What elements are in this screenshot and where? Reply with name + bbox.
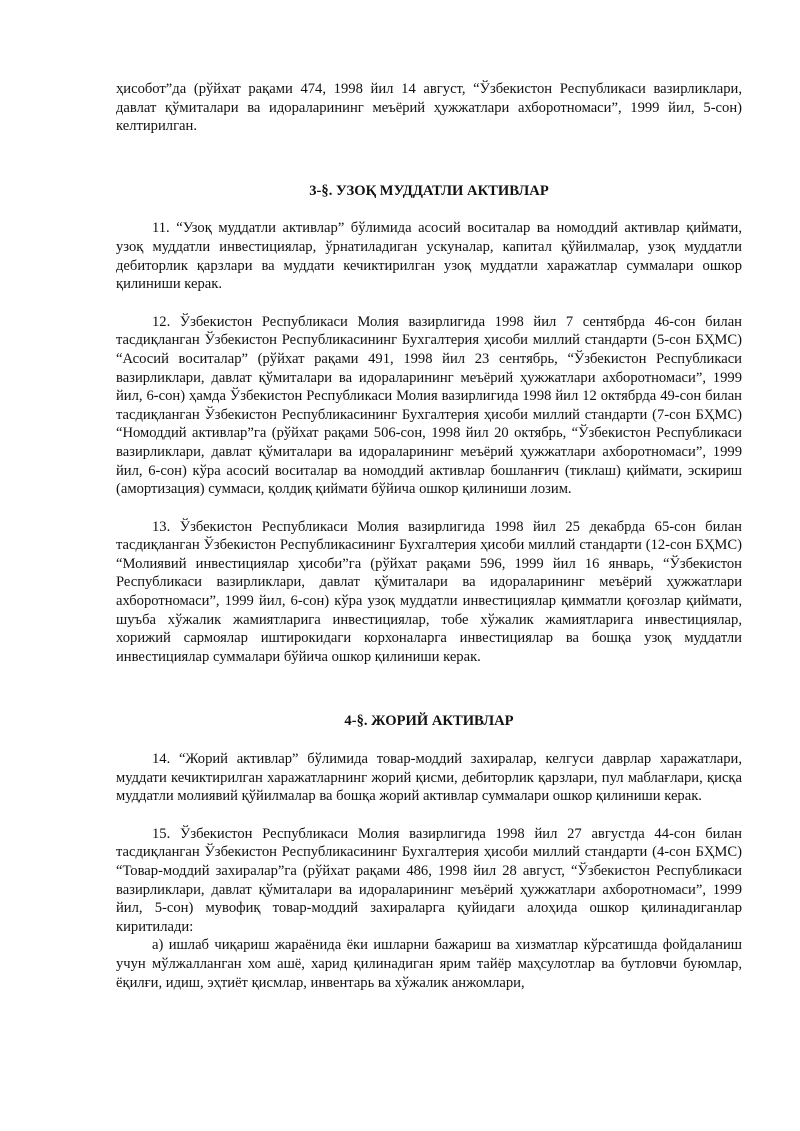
spacer — [116, 499, 742, 518]
spacer — [116, 666, 742, 712]
spacer — [116, 294, 742, 313]
document-page — [116, 80, 742, 992]
paragraph-15: 15. Ўзбекистон Республикаси Молия вазирлигида 1998 йил 27 августда 44-сон билан тасдиқланган Ўзбекистон Республикасининг Бухгалтерия ҳисоби миллий стандарти (4-сон БҲМС) “Товар-моддий захиралар”га (рўйхат рақами 486, 1998 йил 28 август, “Ўзбекистон Республикаси вазирликлари, давлат қўмиталари ва идораларининг меъёрий ҳужжатлари ахборотномаси”, 1999 йил, 5-сон) мувофиқ товар-моддий захираларга қуйидаги алоҳида ошкор қилинадиганлар киритилади: — [116, 825, 742, 935]
paragraph-13: 13. Ўзбекистон Республикаси Молия вазирлигида 1998 йил 25 декабрда 65-сон билан тасдиқланган Ўзбекистон Республикасининг Бухгалтерия ҳисоби миллий стандарти (12-сон БҲМС) “Молиявий инвестициялар ҳисоби”га (рўйхат рақами 596, 1999 йил 16 январь, “Ўзбекистон Республикаси вазирликлари, давлат қўмиталари ва идораларининг меъёрий ҳужжатлари ахборотномаси”, 1999 йил, 6-сон) кўра узоқ муддатли инвестициялар қимматли қоғозлар қиймати, шуъба хўжалик жамиятларига инвестициялар, тобе хўжалик жамиятларига инвестициялар, хорижий сармоялар иштирокидаги корхоналарга инвестициялар ва бошқа узоқ муддатли инвестициялар суммалари бўйича ошкор қилиниши керак. — [116, 518, 742, 665]
spacer — [116, 806, 742, 825]
paragraph-continuation: ҳисобот”да (рўйхат рақами 474, 1998 йил 14 август, “Ўзбекистон Республикаси вазирликлари, давлат қўмиталари ва идораларининг меъёрий ҳужжатлари ахборотномаси”, 1999 йил, 5-сон) келтирилган. — [116, 81, 742, 135]
paragraph-15a: а) ишлаб чиқариш жараёнида ёки ишларни бажариш ва хизматлар кўрсатишда фойдаланиш учун мўлжалланган хом ашё, харид қилинадиган ярим тайёр маҳсулотлар ва бутловчи буюмлар, ёқилғи, идиш, эҳтиёт қисмлар, инвентарь ва хўжалик анжомлари, — [116, 937, 742, 991]
section-heading-4: 4-§. ЖОРИЙ АКТИВЛАР — [344, 713, 514, 730]
paragraph-11: 11. “Узоқ муддатли активлар” бўлимида асосий воситалар ва номоддий активлар қиймати, узоқ муддатли инвестициялар, ўрнатиладиган ускуналар, капитал қўйилмалар, узоқ муддатли дебиторлик қарзлари ва муддати кечиктирилган узоқ муддатли харажатлар суммалари ошкор қилиниши керак. — [116, 220, 742, 293]
paragraph-14: 14. “Жорий активлар” бўлимида товар-моддий захиралар, келгуси даврлар харажатлари, муддати кечиктирилган харажатларнинг жорий қисми, дебиторлик қарзлари, пул маблағлари, қисқа муддатли молиявий қўйилмалар ва бошқа жорий активлар суммалари ошкор қилиниши керак. — [116, 751, 742, 805]
paragraph-12: 12. Ўзбекистон Республикаси Молия вазирлигида 1998 йил 7 сентябрда 46-сон билан тасдиқланган Ўзбекистон Республикасининг Бухгалтерия ҳисоби миллий стандарти (5-сон БҲМС) “Асосий воситалар” (рўйхат рақами 491, 1998 йил 23 сентябрь, “Ўзбекистон Республикаси вазирликлари, давлат қўмиталари ва идораларининг меъёрий ҳужжатлари ахборотномаси”, 1999 йил, 6-сон) ҳамда Ўзбекистон Республикаси Молия вазирлигида 1998 йил 12 октябрда 49-сон билан тасдиқланган Ўзбекистон Республикасининг Бухгалтерия ҳисоби миллий стандарти (7-сон БҲМС) “Номоддий активлар”га (рўйхат рақами 506-сон, 1998 йил 20 октябрь, “Ўзбекистон Республикаси вазирликлари, давлат қўмиталари ва идораларининг меъёрий ҳужжатлари ахборотномаси”, 1999 йил, 6-сон) кўра асосий воситалар ва номоддий активлар бошланғич (тиклаш) қиймати, эскириш (амортизация) суммаси, қолдиқ қиймати бўйича ошкор қилиниши лозим. — [116, 313, 742, 498]
spacer — [116, 200, 742, 219]
spacer — [116, 136, 742, 182]
section-heading-3: 3-§. УЗОҚ МУДДАТЛИ АКТИВЛАР — [309, 182, 549, 199]
spacer — [116, 731, 742, 750]
